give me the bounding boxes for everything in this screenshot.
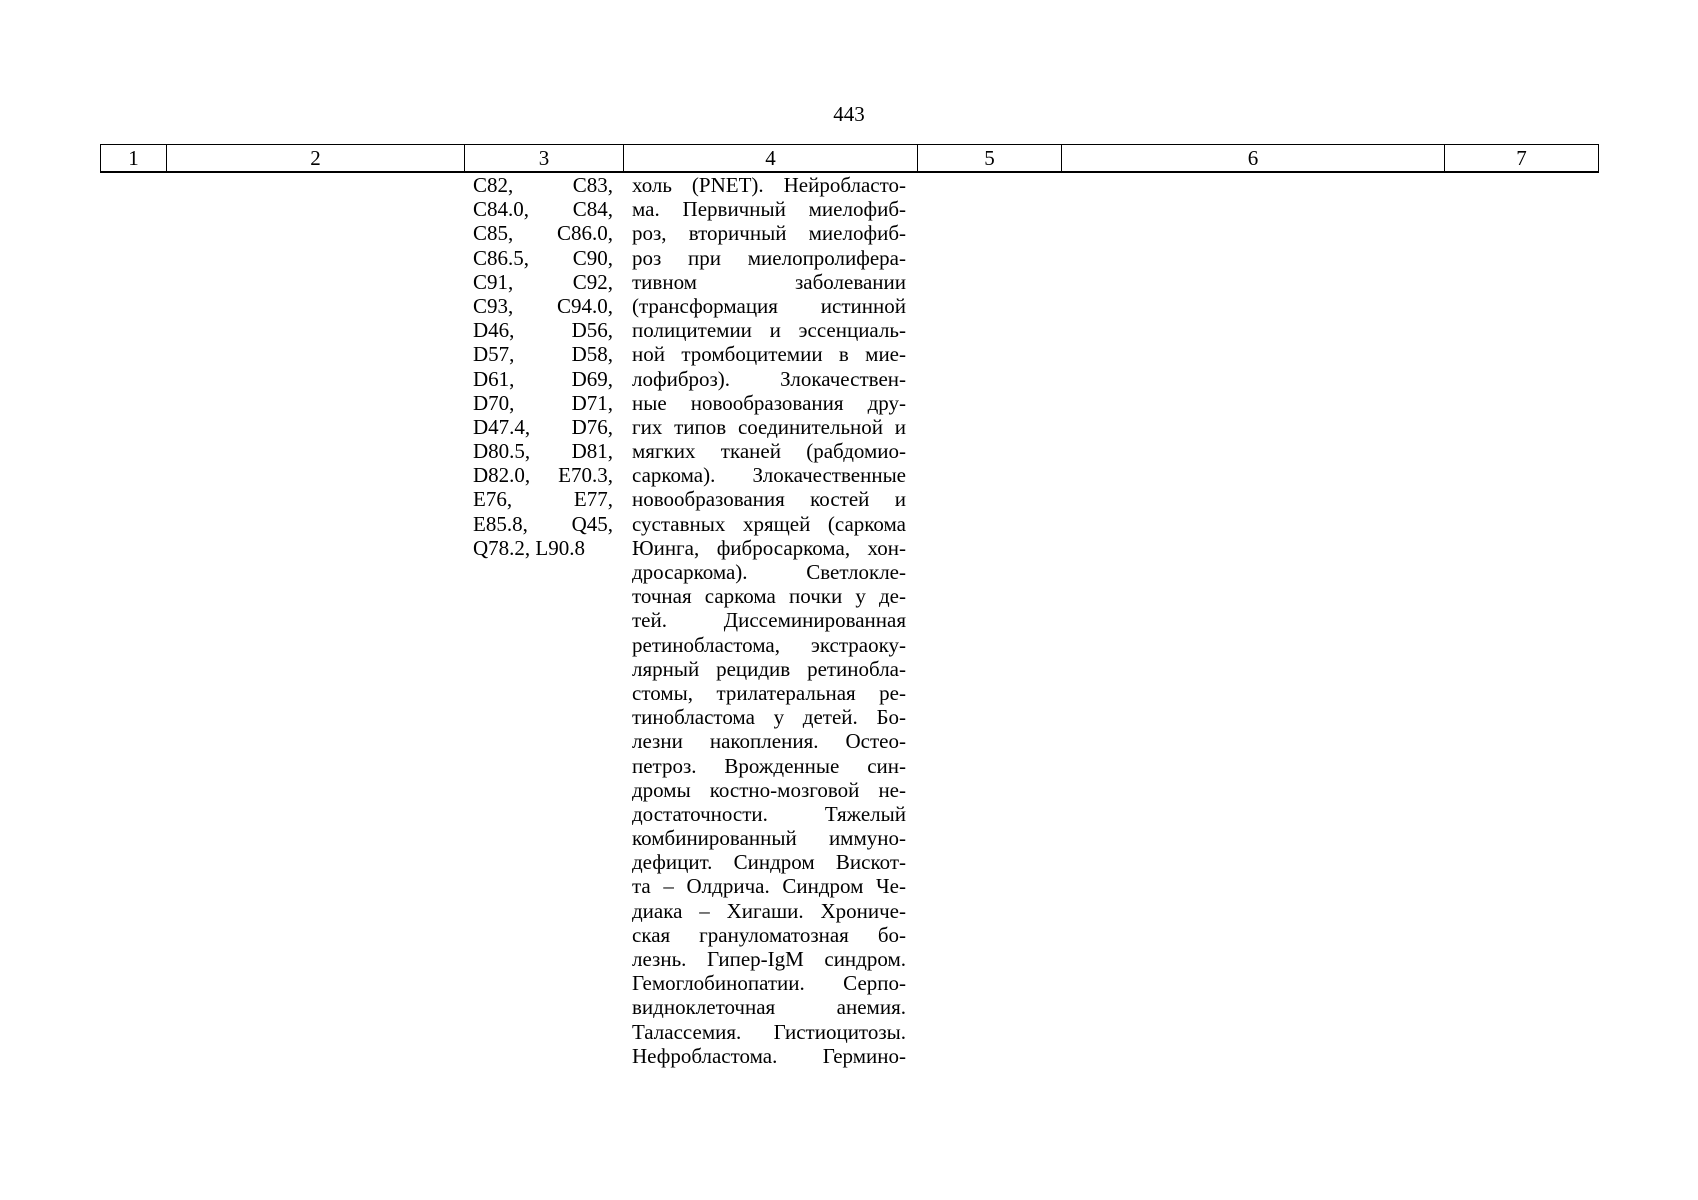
diagnosis-text-line: новообразования костей и xyxy=(632,487,906,512)
diagnosis-text-line: холь (PNET). Нейробласто- xyxy=(632,173,906,197)
diagnosis-text-line: достаточности. Тяжелый xyxy=(632,801,906,826)
diagnosis-text-line: ретинобластома, экстраоку- xyxy=(632,632,906,657)
icd-code: D56, xyxy=(571,318,613,343)
icd-code-line xyxy=(473,342,613,366)
icd-code: C91, xyxy=(473,269,514,294)
icd-code: D46, xyxy=(473,318,515,343)
icd-code-line xyxy=(473,173,613,197)
icd-code: C94.0, xyxy=(556,293,613,318)
diagnosis-text-line: лезнь. Гипер-IgM синдром. xyxy=(632,947,906,971)
header-cell-7: 7 xyxy=(1445,145,1599,173)
diagnosis-text-line: ные новообразования дру- xyxy=(632,390,906,415)
diagnosis-text-line: Юинга, фибросаркома, хон- xyxy=(632,535,906,560)
diagnosis-text-line: роз при миелопролифера- xyxy=(632,245,906,270)
icd-code-line xyxy=(473,439,613,463)
icd-code-line xyxy=(473,270,613,294)
diagnosis-text-line: тинобластома у детей. Бо- xyxy=(632,705,906,730)
diagnosis-text-line: дросаркома). Светлокле- xyxy=(632,560,906,584)
header-cell-3: 3 xyxy=(465,145,624,173)
diagnosis-text-line: ма. Первичный миелофиб- xyxy=(632,197,906,222)
icd-code-line xyxy=(473,246,613,270)
diagnosis-text-line: саркома). Злокачественные xyxy=(632,463,906,488)
icd-code: D76, xyxy=(571,414,613,439)
header-cell-5: 5 xyxy=(918,145,1062,173)
header-cell-2: 2 xyxy=(167,145,465,173)
header-cell-6: 6 xyxy=(1062,145,1445,173)
icd-code-line xyxy=(473,391,613,415)
diagnosis-text-line: Гемоглобинопатии. Серпо- xyxy=(632,971,906,996)
icd-code: E76, xyxy=(473,487,513,512)
diagnosis-text-line: та – Олдрича. Синдром Че- xyxy=(632,874,906,899)
icd-code: D80.5, xyxy=(473,439,531,464)
icd-code: C93, xyxy=(473,293,514,318)
icd-code-line xyxy=(473,512,613,536)
diagnosis-text-line: дромы костно-мозговой не- xyxy=(632,777,906,802)
icd-code-line xyxy=(473,415,613,439)
icd-code: E70.3, xyxy=(558,463,613,488)
diagnosis-text-line: полицитемии и эссенциаль- xyxy=(632,318,906,343)
icd-code-line xyxy=(473,197,613,221)
icd-code: D82.0, xyxy=(473,463,531,488)
column-number-header xyxy=(100,144,1599,173)
icd-code-line xyxy=(473,367,613,391)
icd-code-line xyxy=(473,536,613,560)
icd-code-line xyxy=(473,294,613,318)
icd-code: C82, xyxy=(473,173,514,197)
diagnosis-text-line: точная саркома почки у де- xyxy=(632,584,906,609)
icd-code: C86.0, xyxy=(556,221,613,246)
icd-code: D57, xyxy=(473,342,515,367)
header-cell-1: 1 xyxy=(101,145,167,173)
icd-code: D47.4, xyxy=(473,414,531,439)
diagnosis-text-column xyxy=(632,173,906,1068)
icd-code-line xyxy=(473,463,613,487)
icd-code: E85.8, xyxy=(473,511,528,536)
diagnosis-text-line: стомы, трилатеральная ре- xyxy=(632,680,906,705)
icd-code: C83, xyxy=(572,173,613,197)
icd-code: E77, xyxy=(573,487,613,512)
icd-code: Q45, xyxy=(571,511,613,536)
diagnosis-text-line: Нефробластома. Гермино- xyxy=(632,1043,906,1068)
page-number: 443 xyxy=(833,102,865,126)
diagnosis-text-line: тей. Диссеминированная xyxy=(632,608,906,633)
diagnosis-text-line: (трансформация истинной xyxy=(632,293,906,318)
diagnosis-text-line: петроз. Врожденные син- xyxy=(632,753,906,778)
diagnosis-text-line: ной тромбоцитемии в мие- xyxy=(632,342,906,367)
diagnosis-text-line: тивном заболевании xyxy=(632,269,906,294)
icd-code-line xyxy=(473,221,613,245)
icd-code: D69, xyxy=(571,366,613,391)
diagnosis-text-line: лезни накопления. Остео- xyxy=(632,729,906,754)
icd-code: D58, xyxy=(571,342,613,367)
diagnosis-text-line: гих типов соединительной и xyxy=(632,414,906,439)
diagnosis-text-line: дефицит. Синдром Вискот- xyxy=(632,850,906,875)
header-cell-4: 4 xyxy=(624,145,918,173)
icd-codes-column xyxy=(473,173,613,560)
icd-code-line xyxy=(473,318,613,342)
icd-code: D70, xyxy=(473,390,515,415)
diagnosis-text-line: ская грануломатозная бо- xyxy=(632,922,906,947)
diagnosis-text-line: суставных хрящей (саркома xyxy=(632,511,906,536)
icd-code-line xyxy=(473,487,613,511)
icd-code: C86.5, xyxy=(473,245,530,270)
icd-code: C92, xyxy=(572,269,613,294)
icd-code: D81, xyxy=(571,439,613,464)
diagnosis-text-line: комбинированный иммуно- xyxy=(632,826,906,851)
diagnosis-text-line: лярный рецидив ретинобла- xyxy=(632,656,906,681)
icd-code: D61, xyxy=(473,366,515,391)
icd-code: Q78.2, L90.8 xyxy=(473,535,585,560)
diagnosis-text-line: роз, вторичный миелофиб- xyxy=(632,221,906,246)
icd-code: C84.0, xyxy=(473,197,530,222)
icd-code: D71, xyxy=(571,390,613,415)
diagnosis-text-line: мягких тканей (рабдомио- xyxy=(632,439,906,464)
icd-code: C85, xyxy=(473,221,514,246)
diagnosis-text-line: лофиброз). Злокачествен- xyxy=(632,366,906,391)
diagnosis-text-line: Талассемия. Гистиоцитозы. xyxy=(632,1019,906,1044)
diagnosis-text-line: диака – Хигаши. Хрониче- xyxy=(632,898,906,923)
header-row xyxy=(101,145,1599,173)
icd-code: C90, xyxy=(572,245,613,270)
diagnosis-text-line: видноклеточная анемия. xyxy=(632,995,906,1020)
icd-code: C84, xyxy=(572,197,613,222)
